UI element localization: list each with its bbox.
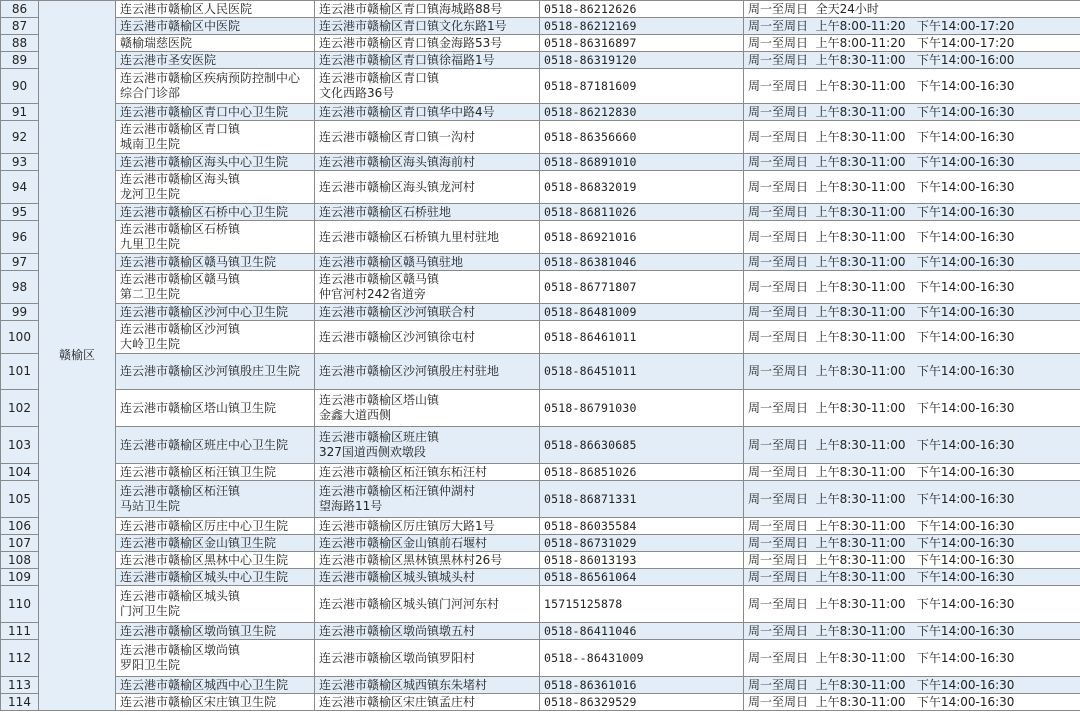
clinic-phone: 0518-86451011 [540, 354, 744, 390]
table-row [1, 481, 1080, 518]
clinic-phone: 0518-86411046 [540, 623, 744, 640]
row-number: 101 [1, 354, 39, 390]
row-number: 91 [1, 104, 39, 121]
clinic-name: 连云港市赣榆区赣马镇卫生院 [116, 254, 315, 271]
district-cell: 赣榆区 [39, 1, 116, 711]
clinic-phone: 0518-86832019 [540, 171, 744, 204]
clinic-address: 连云港市赣榆区柘汪镇东柘汪村 [315, 464, 540, 481]
clinic-address: 连云港市赣榆区城西镇东朱堵村 [315, 677, 540, 694]
clinic-name: 连云港市赣榆区墩尚镇 罗阳卫生院 [116, 640, 315, 677]
clinic-name: 连云港市赣榆区塔山镇卫生院 [116, 390, 315, 427]
clinic-address: 连云港市赣榆区黑林镇黑林村26号 [315, 552, 540, 569]
clinic-hours: 周一至周日 上午8:30-11:00 下午14:00-16:30 [744, 321, 1080, 354]
clinic-address: 连云港市赣榆区宋庄镇孟庄村 [315, 694, 540, 711]
clinic-phone: 0518-87181609 [540, 69, 744, 104]
row-number: 96 [1, 221, 39, 254]
table-row [1, 677, 1080, 694]
row-number: 86 [1, 1, 39, 18]
row-number: 103 [1, 427, 39, 464]
clinic-hours: 周一至周日 上午8:30-11:00 下午14:00-16:30 [744, 254, 1080, 271]
row-number: 107 [1, 535, 39, 552]
clinic-address: 连云港市赣榆区墩尚镇罗阳村 [315, 640, 540, 677]
clinic-address: 连云港市赣榆区厉庄镇厉大路1号 [315, 518, 540, 535]
table-row [1, 121, 1080, 154]
clinic-hours: 周一至周日 上午8:30-11:00 下午14:00-16:30 [744, 677, 1080, 694]
table-row [1, 69, 1080, 104]
row-number: 87 [1, 18, 39, 35]
clinic-address: 连云港市赣榆区柘汪镇仲湖村 望海路11号 [315, 481, 540, 518]
clinic-address: 连云港市赣榆区青口镇 文化西路36号 [315, 69, 540, 104]
clinic-phone: 0518-86035584 [540, 518, 744, 535]
clinic-phone: 0518-86212169 [540, 18, 744, 35]
clinic-hours: 周一至周日 上午8:30-11:00 下午14:00-16:30 [744, 304, 1080, 321]
clinic-phone: 0518-86329529 [540, 694, 744, 711]
clinic-phone: 0518-86381046 [540, 254, 744, 271]
clinic-address: 连云港市赣榆区青口镇金海路53号 [315, 35, 540, 52]
table-row [1, 304, 1080, 321]
clinic-name: 连云港市赣榆区人民医院 [116, 1, 315, 18]
clinic-phone: 0518-86212830 [540, 104, 744, 121]
clinic-hours: 周一至周日 上午8:30-11:00 下午14:00-16:30 [744, 121, 1080, 154]
clinic-phone: 0518-86791030 [540, 390, 744, 427]
table-row [1, 464, 1080, 481]
clinic-name: 连云港市赣榆区柘汪镇 马站卫生院 [116, 481, 315, 518]
clinic-address: 连云港市赣榆区青口镇海城路88号 [315, 1, 540, 18]
row-number: 102 [1, 390, 39, 427]
row-number: 112 [1, 640, 39, 677]
table-row [1, 586, 1080, 623]
clinic-name: 连云港市赣榆区中医院 [116, 18, 315, 35]
clinic-phone: 0518-86851026 [540, 464, 744, 481]
clinic-name: 连云港市赣榆区疾病预防控制中心综合门诊部 [116, 69, 315, 104]
table-row [1, 204, 1080, 221]
row-number: 92 [1, 121, 39, 154]
clinic-address: 连云港市赣榆区赣马镇 仲官河村242省道旁 [315, 271, 540, 304]
row-number: 109 [1, 569, 39, 586]
clinic-address: 连云港市赣榆区赣马镇驻地 [315, 254, 540, 271]
clinic-address: 连云港市赣榆区青口镇徐福路1号 [315, 52, 540, 69]
table-row [1, 35, 1080, 52]
table-row [1, 18, 1080, 35]
clinic-name: 连云港市赣榆区墩尚镇卫生院 [116, 623, 315, 640]
table-row [1, 271, 1080, 304]
clinic-name: 连云港市赣榆区柘汪镇卫生院 [116, 464, 315, 481]
clinic-hours: 周一至周日 上午8:30-11:00 下午14:00-16:30 [744, 569, 1080, 586]
clinic-hours: 周一至周日 上午8:30-11:00 下午14:00-16:30 [744, 518, 1080, 535]
clinic-phone: 0518-86921016 [540, 221, 744, 254]
clinic-phone: 0518-86212626 [540, 1, 744, 18]
clinic-name: 连云港市赣榆区沙河中心卫生院 [116, 304, 315, 321]
clinic-hours: 周一至周日 上午8:30-11:00 下午14:00-16:30 [744, 104, 1080, 121]
clinic-hours: 周一至周日 上午8:30-11:00 下午14:00-16:30 [744, 464, 1080, 481]
row-number: 114 [1, 694, 39, 711]
row-number: 108 [1, 552, 39, 569]
clinic-name: 连云港市赣榆区黑林中心卫生院 [116, 552, 315, 569]
table-row [1, 171, 1080, 204]
table-row [1, 52, 1080, 69]
clinic-table-body [1, 1, 1080, 711]
clinic-name: 连云港市赣榆区厉庄中心卫生院 [116, 518, 315, 535]
clinic-hours: 周一至周日 上午8:30-11:00 下午14:00-16:30 [744, 390, 1080, 427]
clinic-name: 连云港市赣榆区赣马镇 第二卫生院 [116, 271, 315, 304]
row-number: 111 [1, 623, 39, 640]
clinic-name: 连云港市赣榆区石桥镇 九里卫生院 [116, 221, 315, 254]
clinic-hours: 周一至周日 上午8:30-11:00 下午14:00-16:30 [744, 640, 1080, 677]
clinic-phone: 0518-86561064 [540, 569, 744, 586]
clinic-address: 连云港市赣榆区青口镇华中路4号 [315, 104, 540, 121]
clinic-hours: 周一至周日 上午8:30-11:00 下午14:00-16:30 [744, 427, 1080, 464]
clinic-phone: 0518--86431009 [540, 640, 744, 677]
table-row [1, 640, 1080, 677]
clinic-hours: 周一至周日 上午8:30-11:00 下午14:00-16:30 [744, 154, 1080, 171]
clinic-address: 连云港市赣榆区塔山镇 金鑫大道西侧 [315, 390, 540, 427]
clinic-hours: 周一至周日 上午8:30-11:00 下午14:00-16:30 [744, 171, 1080, 204]
table-row [1, 427, 1080, 464]
row-number: 104 [1, 464, 39, 481]
row-number: 106 [1, 518, 39, 535]
row-number: 100 [1, 321, 39, 354]
clinic-phone: 0518-86319120 [540, 52, 744, 69]
clinic-hours: 周一至周日 上午8:30-11:00 下午14:00-16:30 [744, 221, 1080, 254]
clinic-name: 连云港市赣榆区城头中心卫生院 [116, 569, 315, 586]
row-number: 98 [1, 271, 39, 304]
clinic-name: 赣榆瑞慈医院 [116, 35, 315, 52]
clinic-address: 连云港市赣榆区海头镇龙河村 [315, 171, 540, 204]
clinic-hours: 周一至周日 上午8:30-11:00 下午14:00-16:30 [744, 69, 1080, 104]
clinic-hours: 周一至周日 上午8:30-11:00 下午14:00-16:30 [744, 481, 1080, 518]
clinic-name: 连云港市赣榆区青口镇 城南卫生院 [116, 121, 315, 154]
clinic-name: 连云港市赣榆区金山镇卫生院 [116, 535, 315, 552]
row-number: 90 [1, 69, 39, 104]
clinic-name: 连云港市赣榆区青口中心卫生院 [116, 104, 315, 121]
clinic-name: 连云港市赣榆区城头镇 门河卫生院 [116, 586, 315, 623]
clinic-phone: 0518-86361016 [540, 677, 744, 694]
table-row [1, 535, 1080, 552]
clinic-phone: 0518-86891010 [540, 154, 744, 171]
clinic-phone: 0518-86316897 [540, 35, 744, 52]
table-row [1, 694, 1080, 711]
clinic-name: 连云港市赣榆区石桥中心卫生院 [116, 204, 315, 221]
row-number: 105 [1, 481, 39, 518]
table-row [1, 1, 1080, 18]
clinic-hours: 周一至周日 上午8:00-11:20 下午14:00-17:20 [744, 18, 1080, 35]
clinic-name: 连云港市赣榆区海头中心卫生院 [116, 154, 315, 171]
clinic-phone: 0518-86013193 [540, 552, 744, 569]
row-number: 97 [1, 254, 39, 271]
clinic-name: 连云港市赣榆区城西中心卫生院 [116, 677, 315, 694]
table-row [1, 552, 1080, 569]
clinic-phone: 0518-86871331 [540, 481, 744, 518]
clinic-address: 连云港市赣榆区沙河镇联合村 [315, 304, 540, 321]
row-number: 89 [1, 52, 39, 69]
clinic-address: 连云港市赣榆区海头镇海前村 [315, 154, 540, 171]
clinic-phone: 0518-86356660 [540, 121, 744, 154]
row-number: 110 [1, 586, 39, 623]
clinic-hours: 周一至周日 上午8:30-11:00 下午14:00-16:30 [744, 271, 1080, 304]
table-row [1, 104, 1080, 121]
clinic-hours: 周一至周日 上午8:30-11:00 下午14:00-16:00 [744, 52, 1080, 69]
row-number: 93 [1, 154, 39, 171]
clinic-name: 连云港市赣榆区沙河镇殷庄卫生院 [116, 354, 315, 390]
clinic-hours: 周一至周日 上午8:30-11:00 下午14:00-16:30 [744, 694, 1080, 711]
clinic-address: 连云港市赣榆区青口镇文化东路1号 [315, 18, 540, 35]
clinic-hours: 周一至周日 上午8:00-11:20 下午14:00-17:20 [744, 35, 1080, 52]
clinic-phone: 0518-86630685 [540, 427, 744, 464]
clinic-phone: 0518-86461011 [540, 321, 744, 354]
clinic-address: 连云港市赣榆区青口镇一沟村 [315, 121, 540, 154]
clinic-hours: 周一至周日 上午8:30-11:00 下午14:00-16:30 [744, 623, 1080, 640]
clinic-hours: 周一至周日 上午8:30-11:00 下午14:00-16:30 [744, 354, 1080, 390]
clinic-phone: 0518-86811026 [540, 204, 744, 221]
clinic-phone: 0518-86731029 [540, 535, 744, 552]
row-number: 95 [1, 204, 39, 221]
clinic-name: 连云港市赣榆区宋庄镇卫生院 [116, 694, 315, 711]
clinic-address: 连云港市赣榆区城头镇城头村 [315, 569, 540, 586]
clinic-hours: 周一至周日 全天24小时 [744, 1, 1080, 18]
clinic-address: 连云港市赣榆区石桥镇九里村驻地 [315, 221, 540, 254]
clinic-hours: 周一至周日 上午8:30-11:00 下午14:00-16:30 [744, 552, 1080, 569]
row-number: 99 [1, 304, 39, 321]
clinic-address: 连云港市赣榆区沙河镇徐屯村 [315, 321, 540, 354]
clinic-hours: 周一至周日 上午8:30-11:00 下午14:00-16:30 [744, 204, 1080, 221]
table-row [1, 623, 1080, 640]
table-row [1, 321, 1080, 354]
row-number: 113 [1, 677, 39, 694]
clinic-address: 连云港市赣榆区金山镇前石堰村 [315, 535, 540, 552]
table-row [1, 221, 1080, 254]
clinic-hours: 周一至周日 上午8:30-11:00 下午14:00-16:30 [744, 586, 1080, 623]
clinic-name: 连云港市赣榆区班庄中心卫生院 [116, 427, 315, 464]
clinic-phone: 15715125878 [540, 586, 744, 623]
row-number: 94 [1, 171, 39, 204]
clinic-phone: 0518-86771807 [540, 271, 744, 304]
table-row [1, 354, 1080, 390]
table-row [1, 390, 1080, 427]
clinic-address: 连云港市赣榆区石桥驻地 [315, 204, 540, 221]
clinic-address: 连云港市赣榆区墩尚镇墩五村 [315, 623, 540, 640]
clinic-address: 连云港市赣榆区城头镇门河河东村 [315, 586, 540, 623]
clinic-address: 连云港市赣榆区班庄镇 327国道西侧欢墩段 [315, 427, 540, 464]
clinic-hours: 周一至周日 上午8:30-11:00 下午14:00-16:30 [744, 535, 1080, 552]
table-row [1, 518, 1080, 535]
clinic-phone: 0518-86481009 [540, 304, 744, 321]
clinic-name: 连云港市赣榆区沙河镇 大岭卫生院 [116, 321, 315, 354]
row-number: 88 [1, 35, 39, 52]
table-row [1, 154, 1080, 171]
clinic-name: 连云港市赣榆区海头镇 龙河卫生院 [116, 171, 315, 204]
table-row [1, 254, 1080, 271]
clinic-address: 连云港市赣榆区沙河镇殷庄村驻地 [315, 354, 540, 390]
table-row [1, 569, 1080, 586]
clinic-name: 连云港市圣安医院 [116, 52, 315, 69]
